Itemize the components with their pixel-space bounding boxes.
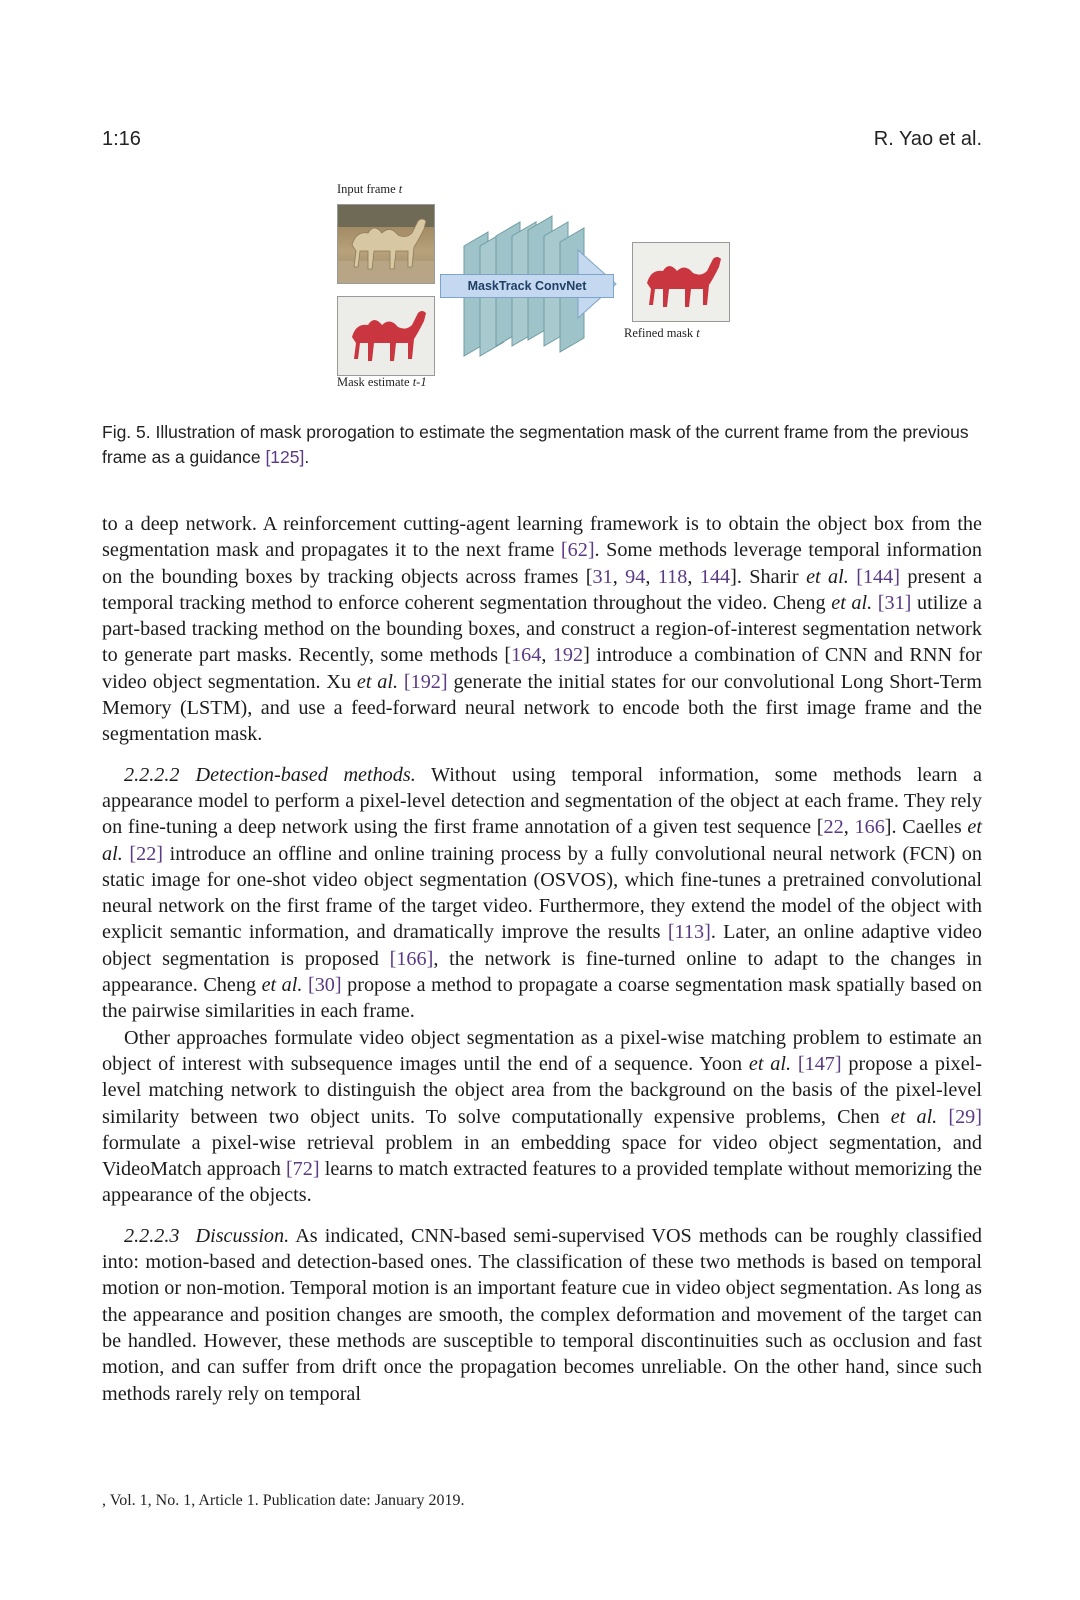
citation-link[interactable]: [147] xyxy=(797,1052,842,1075)
section-title: Discussion. xyxy=(195,1224,290,1247)
section-number: 2.2.2.3 xyxy=(124,1224,180,1247)
page-footer: , Vol. 1, No. 1, Article 1. Publication date: January 2019. xyxy=(102,1492,465,1509)
page-number: 1:16 xyxy=(102,128,141,150)
mask-estimate-label: Mask estimate t-1 xyxy=(337,375,427,389)
citation-link[interactable]: [192] xyxy=(403,670,448,693)
paragraph-matching-based: Other approaches formulate video object segmentation as a pixel-wise matching problem to estimate an object of interest with subsequence images until the end of a sequence. Yoon et al. [147] propose a pixel-level matching network to distinguish the object area from the background on the basis of the pixel-level similarity between two object units. To solve computationally expensive problems, Chen et al. [29] formulate a pixel-wise retrieval problem in an embedding space for video object segmentation, and VideoMatch approach [72] learns to match extracted features to a provided template without memorizing the appearance of the objects. xyxy=(102,1026,983,1207)
section-discussion: 2.2.2.3 Discussion. As indicated, CNN-based semi-supervised VOS methods can be roughly classified into: motion-based and detection-based ones. The classification of these two methods is based on temporal motion or non-motion. Temporal motion is an important feature cue in video object segmentation. As long as the appearance and position changes are smooth, the complex deformation and movement of the target can be handled. However, these methods are susceptible to temporal discontinuities such as occlusion and fast motion, and can suffer from drift once the propagation becomes unreliable. On the other hand, since such methods rarely rely on temporal xyxy=(102,1224,982,1405)
citation-link[interactable]: [144] xyxy=(856,565,900,588)
convnet-label: MaskTrack ConvNet xyxy=(440,274,614,298)
citation-link[interactable]: [29] xyxy=(948,1105,982,1128)
body-text xyxy=(102,511,982,1407)
citation-link[interactable]: [30] xyxy=(307,974,342,997)
mask-estimate-image xyxy=(337,296,435,376)
citation-link[interactable]: [62] xyxy=(560,539,595,562)
refined-mask-image xyxy=(632,242,730,322)
citation-link[interactable]: 144 xyxy=(699,565,731,588)
input-frame-label: Input frame t xyxy=(337,182,403,196)
citation-link[interactable]: [31] xyxy=(877,591,912,614)
camel-photo xyxy=(338,205,434,283)
citation-link[interactable]: 192 xyxy=(552,644,584,667)
camel-mask-prev xyxy=(338,297,434,375)
citation-link[interactable]: 94 xyxy=(625,565,646,588)
citation-link[interactable]: [72] xyxy=(285,1158,320,1181)
citation-link[interactable]: 118 xyxy=(657,565,688,588)
running-authors: R. Yao et al. xyxy=(873,128,982,150)
input-frame-image xyxy=(337,204,435,284)
section-title: Detection-based methods. xyxy=(195,763,416,786)
citation-link[interactable]: 31 xyxy=(592,565,613,588)
citation-link[interactable]: [22] xyxy=(129,842,164,865)
section-detection-based: 2.2.2.2 Detection-based methods. Without using temporal information, some methods learn a appearance model to perform a pixel-level detection and segmentation of the object at each frame. They rely on fine-tuning a deep network using the first frame annotation of a given test sequence [22, 166]. Caelles et al. [22] introduce an offline and online training process by a fully convolutional neural network (FCN) on static image for one-shot video object segmentation (OSVOS), which fine-tunes a pretrained convolutional neural network on the first frame of the target video. Furthermore, they extend the model of the object with explicit semantic information, and dramatically improve the results [113]. Later, an online adaptive video object segmentation is proposed [166], the network is fine-turned online to adapt to the changes in appearance. Cheng et al. [30] propose a method to propagate a coarse segmentation mask spatially based on the pairwise similarities in each frame. xyxy=(102,763,982,1023)
figure-caption: Fig. 5. Illustration of mask prorogation to estimate the segmentation mask of the current frame from the previous frame as a guidance [125]. xyxy=(102,422,969,467)
refined-mask-label: Refined mask t xyxy=(624,326,700,340)
citation-link[interactable]: [125] xyxy=(265,447,305,467)
citation-link[interactable]: 164 xyxy=(511,644,542,667)
figure-mask-propagation xyxy=(330,180,750,402)
section-number: 2.2.2.2 xyxy=(124,763,180,786)
camel-mask-refined xyxy=(633,243,729,321)
citation-link[interactable]: [113] xyxy=(667,921,711,944)
paragraph-motion-based: to a deep network. A reinforcement cutting-agent learning framework is to obtain the object box from the segmentation mask and propagates it to the next frame [62]. Some methods leverage temporal information on the bounding boxes by tracking objects across frames [31, 94, 118, 144]. Sharir et al. [144] present a temporal tracking method to enforce coherent segmentation throughout the video. Cheng et al. [31] utilize a part-based tracking method on the bounding boxes, and construct a region-of-interest segmentation network to generate part masks. Recently, some methods [164, 192] introduce a combination of CNN and RNN for video object segmentation. Xu et al. [192] generate the initial states for our convolutional Long Short-Term Memory (LSTM), and use a feed-forward neural network to encode both the first image frame and the segmentation mask. xyxy=(102,513,983,746)
citation-link[interactable]: [166] xyxy=(389,947,434,970)
citation-link[interactable]: 22 xyxy=(823,816,844,839)
citation-link[interactable]: 166 xyxy=(854,816,885,839)
